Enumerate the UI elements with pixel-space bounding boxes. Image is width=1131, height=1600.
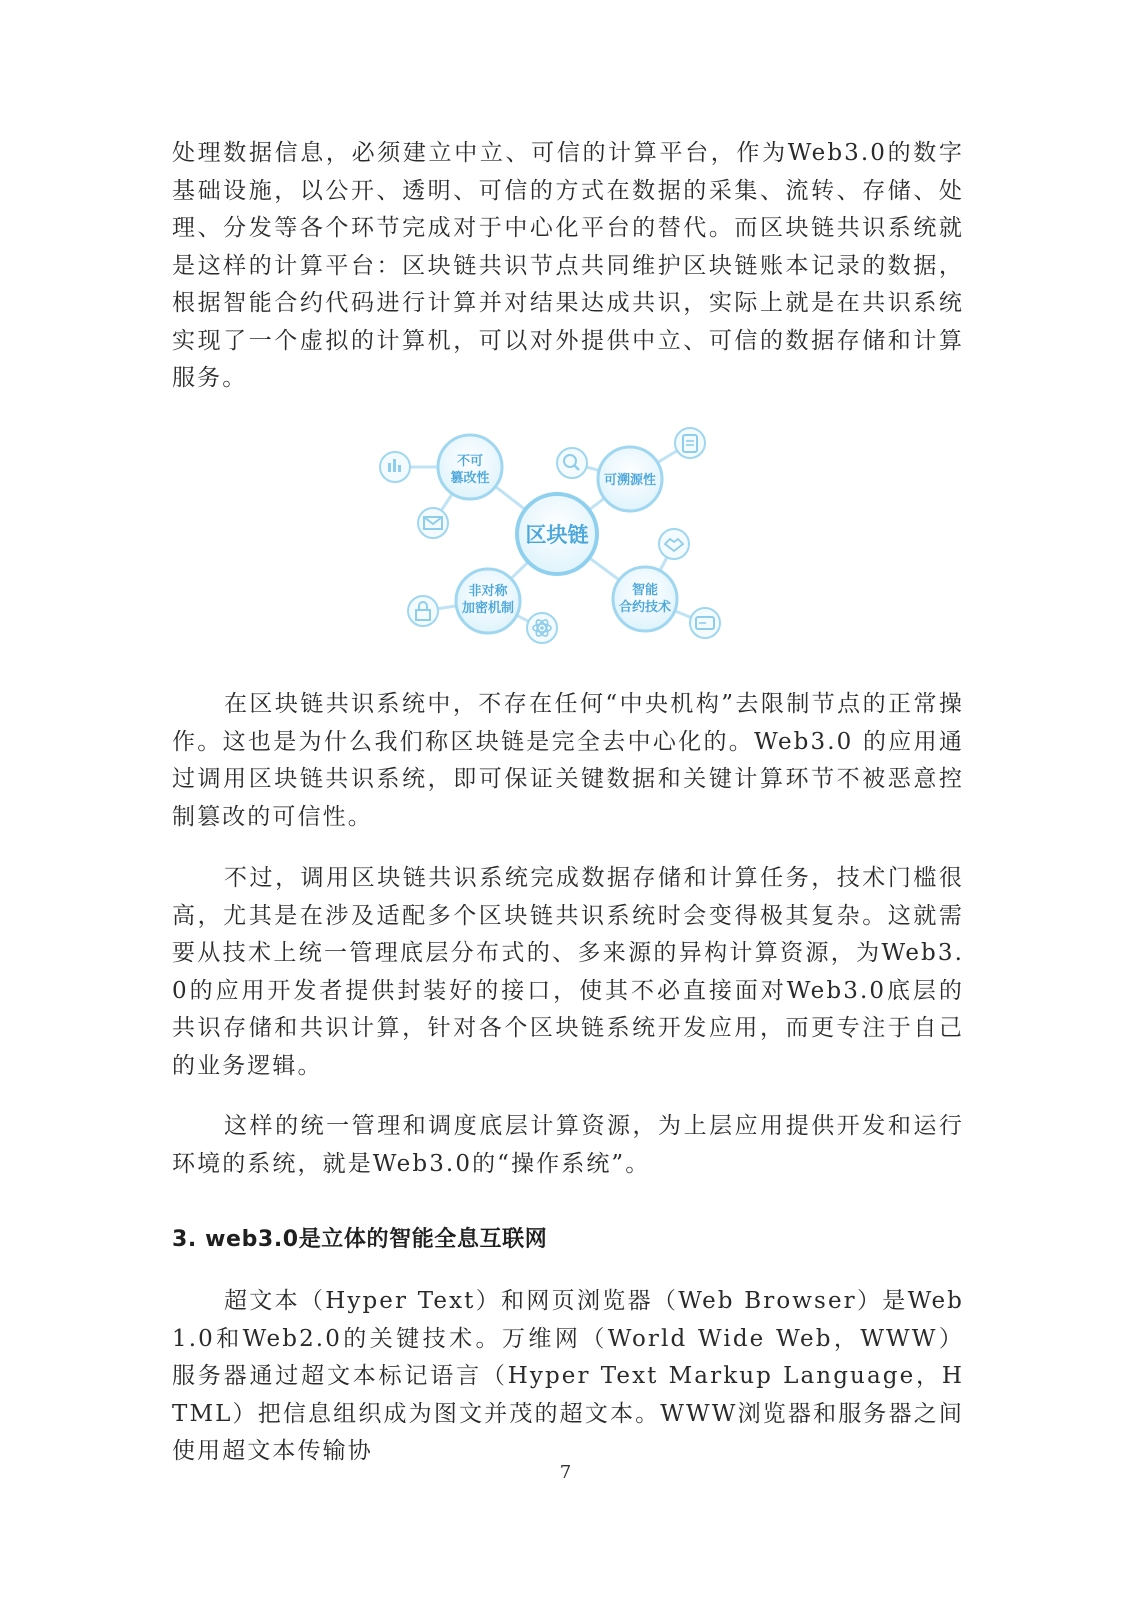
paragraph-technical-barrier: 不过，调用区块链共识系统完成数据存储和计算任务，技术门槛很高，尤其是在涉及适配多个区块链共识系统时会变得极其复杂。这就需要从技术上统一管理底层分布式的、多来源的异构计算资源，为Web3.0的应用开发者提供封装好的接口，使其不必直接面对Web3.0底层的共识存储和共识计算，针对各个区块链系统开发应用，而更专注于自己的业务逻辑。 <box>172 865 964 1079</box>
card-icon <box>690 608 720 638</box>
node-asym-line2: 加密机制 <box>461 601 515 616</box>
node-tamper-line1: 不可 <box>456 454 484 469</box>
node-trace-label: 可溯源性 <box>603 473 657 488</box>
paragraph-computing-platform: 处理数据信息，必须建立中立、可信的计算平台，作为Web3.0的数字基础设施，以公开、透明、可信的方式在数据的采集、流转、存储、处理、分发等各个环节完成对于中心化平台的替代。而区块链共识系统就是这样的计算平台：区块链共识节点共同维护区块链账本记录的数据，根据智能合约代码进行计算并对结果达成共识，实际上就是在共识系统实现了一个虚拟的计算机，可以对外提供中立、可信的数据存储和计算服务。 <box>172 140 964 391</box>
node-smart-contract <box>613 567 677 631</box>
handshake-icon <box>659 529 689 559</box>
clipboard-icon <box>675 428 705 458</box>
node-traceability <box>598 447 662 511</box>
node-smart-line1: 智能 <box>631 583 659 598</box>
node-tamper-line2: 篡改性 <box>450 471 490 486</box>
blockchain-diagram <box>370 420 760 660</box>
paragraph-operating-system: 这样的统一管理和调度底层计算资源，为上层应用提供开发和运行环境的系统，就是Web3.0的“操作系统”。 <box>172 1113 964 1177</box>
paragraph-decentralization: 在区块链共识系统中，不存在任何“中央机构”去限制节点的正常操作。这也是为什么我们称区块链是完全去中心化的。Web3.0 的应用通过调用区块链共识系统，即可保证关键数据和关键计算环节不被恶意控制篡改的可信性。 <box>172 691 964 830</box>
node-tamper-proof <box>438 435 502 499</box>
lock-icon <box>408 596 438 626</box>
search-icon <box>557 448 587 478</box>
node-asymmetric-encryption <box>456 569 520 633</box>
paragraph-hypertext: 超文本（Hyper Text）和网页浏览器（Web Browser）是Web1.0和Web2.0的关键技术。万维网（World Wide Web，WWW）服务器通过超文本标记语言（Hyper Text Markup Language，HTML）把信息组织成为图文并茂的超文本。WWW浏览器和服务器之间使用超文本传输协 <box>172 1288 964 1464</box>
atom-icon <box>527 613 557 643</box>
node-center-label: 区块链 <box>525 523 589 547</box>
node-smart-line2: 合约技术 <box>618 600 672 615</box>
page-number: 7 <box>559 1462 572 1483</box>
bar-chart-icon <box>380 452 410 482</box>
node-blockchain-center <box>517 494 597 574</box>
node-asym-line1: 非对称 <box>468 584 508 599</box>
mail-icon <box>418 508 448 538</box>
section-heading: 3. web3.0是立体的智能全息互联网 <box>172 1227 548 1252</box>
